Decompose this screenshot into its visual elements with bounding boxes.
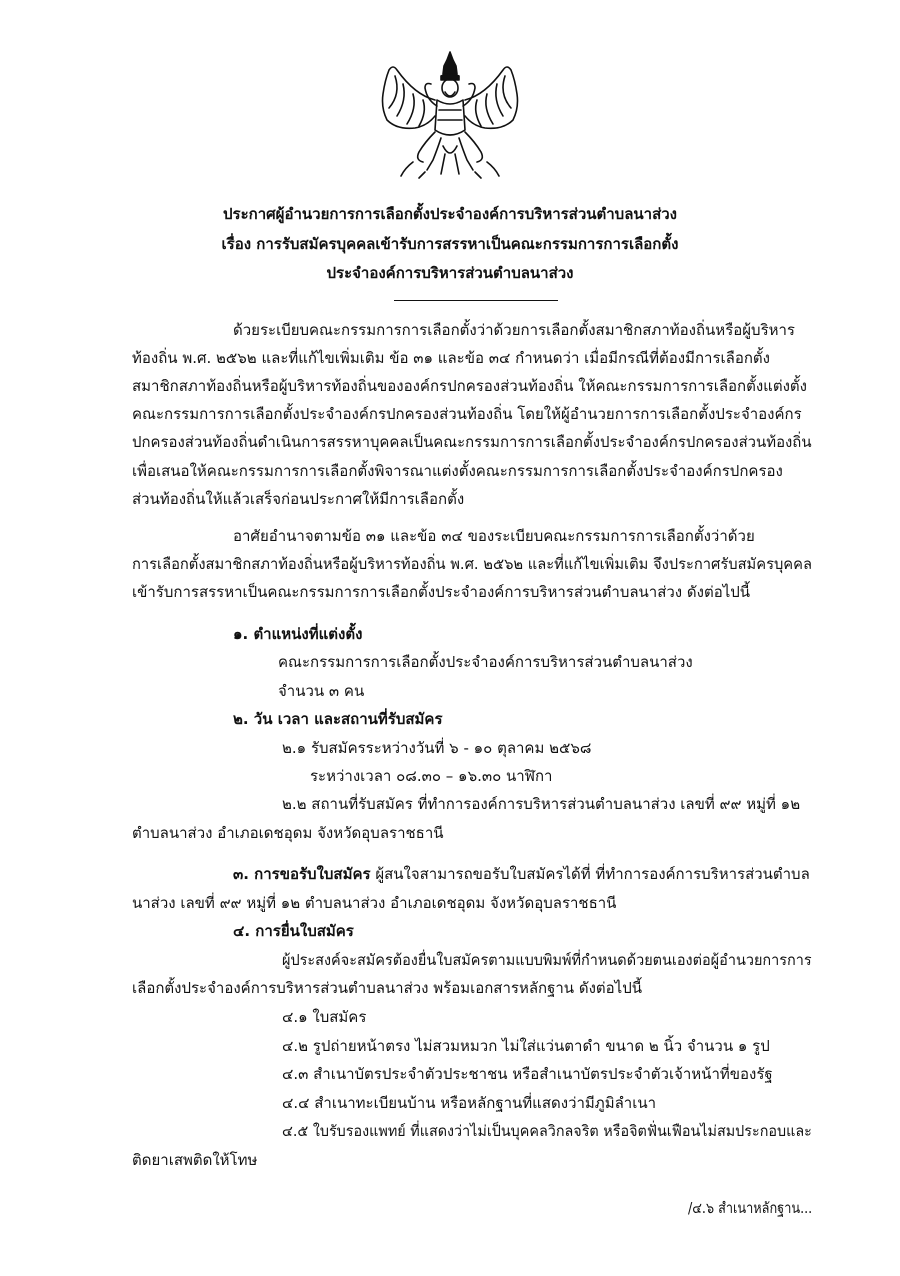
intro-p1-line: ส่วนท้องถิ่นให้แล้วเสร็จก่อนประกาศให้มีการเลือกตั้ง [132, 490, 465, 508]
section2-place-line: ๒.๒ สถานที่รับสมัคร ที่ทำการองค์การบริหารส่วนตำบลนาส่วง เลขที่ ๙๙ หมู่ที่ ๑๒ [282, 795, 801, 813]
announcement-subject: เรื่อง การรับสมัครบุคคลเข้ารับการสรรหาเป็นคณะกรรมการการเลือกตั้ง [221, 235, 679, 253]
section4-item: ๔.๑ ใบสมัคร [282, 1008, 367, 1026]
section4-item: ๔.๓ สำเนาบัตรประจำตัวประชาชน หรือสำเนาบัตรประจำตัวเจ้าหน้าที่ของรัฐ [282, 1065, 773, 1083]
intro-p1-line: คณะกรรมการการเลือกตั้งประจำองค์กรปกครองส่วนท้องถิ่น โดยให้ผู้อำนวยการการเลือกตั้งประจำองค์กร [132, 405, 802, 423]
section3-text: ผู้สนใจสามารถขอรับใบสมัครได้ที่ ที่ทำการองค์การบริหารส่วนตำบล [370, 865, 810, 883]
intro-p1-line: ท้องถิ่น พ.ศ. ๒๕๖๒ และที่แก้ไขเพิ่มเติม ข้อ ๓๑ และข้อ ๓๔ กำหนดว่า เมื่อมีกรณีที่ต้องมีการเลือกตั้ง [132, 349, 770, 367]
section2-heading: ๒. วัน เวลา และสถานที่รับสมัคร [233, 710, 443, 728]
section1-position: คณะกรรมการการเลือกตั้งประจำองค์การบริหารส่วนตำบลนาส่วง [278, 653, 693, 671]
section4-intro-line: ผู้ประสงค์จะสมัครต้องยื่นใบสมัครตามแบบพิมพ์ที่กำหนดด้วยตนเองต่อผู้อำนวยการการ [282, 951, 812, 969]
intro-p2-line: เข้ารับการสรรหาเป็นคณะกรรมการการเลือกตั้งประจำองค์การบริหารส่วนตำบลนาส่วง ดังต่อไปนี้ [132, 583, 751, 601]
intro-p1-line: ด้วยระเบียบคณะกรรมการการเลือกตั้งว่าด้วยการเลือกตั้งสมาชิกสภาท้องถิ่นหรือผู้บริหาร [233, 321, 795, 339]
garuda-emblem-icon [375, 50, 525, 180]
intro-p2-line: การเลือกตั้งสมาชิกสภาท้องถิ่นหรือผู้บริหารท้องถิ่น พ.ศ. ๒๕๖๒ และที่แก้ไขเพิ่มเติม จึงประกาศรับสมัครบุคคล [132, 555, 812, 573]
intro-p1-line: ปกครองส่วนท้องถิ่นดำเนินการสรรหาบุคคลเป็นคณะกรรมการการเลือกตั้งประจำองค์กรปกครองส่วนท้องถิ่น [132, 433, 812, 451]
section4-item: ๔.๕ ใบรับรองแพทย์ ที่แสดงว่าไม่เป็นบุคคลวิกลจริต หรือจิตฟั่นเฟือนไม่สมประกอบและ [282, 1122, 812, 1140]
section4-item: ๔.๒ รูปถ่ายหน้าตรง ไม่สวมหมวก ไม่ใส่แว่นตาดำ ขนาด ๒ นิ้ว จำนวน ๑ รูป [282, 1037, 770, 1055]
section4-heading: ๔. การยื่นใบสมัคร [233, 922, 354, 940]
announcement-organization: ประจำองค์การบริหารส่วนตำบลนาส่วง [326, 264, 574, 282]
section4-item: ๔.๔ สำเนาทะเบียนบ้าน หรือหลักฐานที่แสดงว่ามีภูมิลำเนา [282, 1094, 656, 1112]
continuation-marker: /๔.๖ สำเนาหลักฐาน... [688, 1199, 813, 1217]
intro-p1-line: เพื่อเสนอให้คณะกรรมการการเลือกตั้งพิจารณาแต่งตั้งคณะกรรมการการเลือกตั้งประจำองค์กรปกครอง [132, 462, 783, 480]
announcement-title: ประกาศผู้อำนวยการการเลือกตั้งประจำองค์การบริหารส่วนตำบลนาส่วง [223, 205, 677, 223]
section2-place-line: ตำบลนาส่วง อำเภอเดชอุดม จังหวัดอุบลราชธานี [132, 824, 444, 842]
section4-intro-line: เลือกตั้งประจำองค์การบริหารส่วนตำบลนาส่วง พร้อมเอกสารหลักฐาน ดังต่อไปนี้ [132, 979, 642, 997]
section1-heading: ๑. ตำแหน่งที่แต่งตั้ง [233, 625, 363, 643]
section3-heading: ๓. การขอรับใบสมัคร [233, 865, 371, 883]
section4-item-continued: ติดยาเสพติดให้โทษ [132, 1151, 258, 1169]
title-divider [394, 300, 558, 301]
section1-count: จำนวน ๓ คน [278, 682, 365, 700]
intro-p2-line: อาศัยอำนาจตามข้อ ๓๑ และข้อ ๓๔ ของระเบียบคณะกรรมการการเลือกตั้งว่าด้วย [233, 527, 755, 545]
section3-line [233, 862, 810, 886]
section2-time: ระหว่างเวลา ๐๘.๓๐ – ๑๖.๓๐ นาฬิกา [310, 767, 553, 785]
intro-p1-line: สมาชิกสภาท้องถิ่นหรือผู้บริหารท้องถิ่นขององค์กรปกครองส่วนท้องถิ่น ให้คณะกรรมการการเลือกตั้งแต่งตั้ง [132, 377, 807, 395]
section3-line: นาส่วง เลขที่ ๙๙ หมู่ที่ ๑๒ ตำบลนาส่วง อำเภอเดชอุดม จังหวัดอุบลราชธานี [132, 894, 617, 912]
section2-date: ๒.๑ รับสมัครระหว่างวันที่ ๖ - ๑๐ ตุลาคม ๒๕๖๘ [282, 739, 592, 757]
